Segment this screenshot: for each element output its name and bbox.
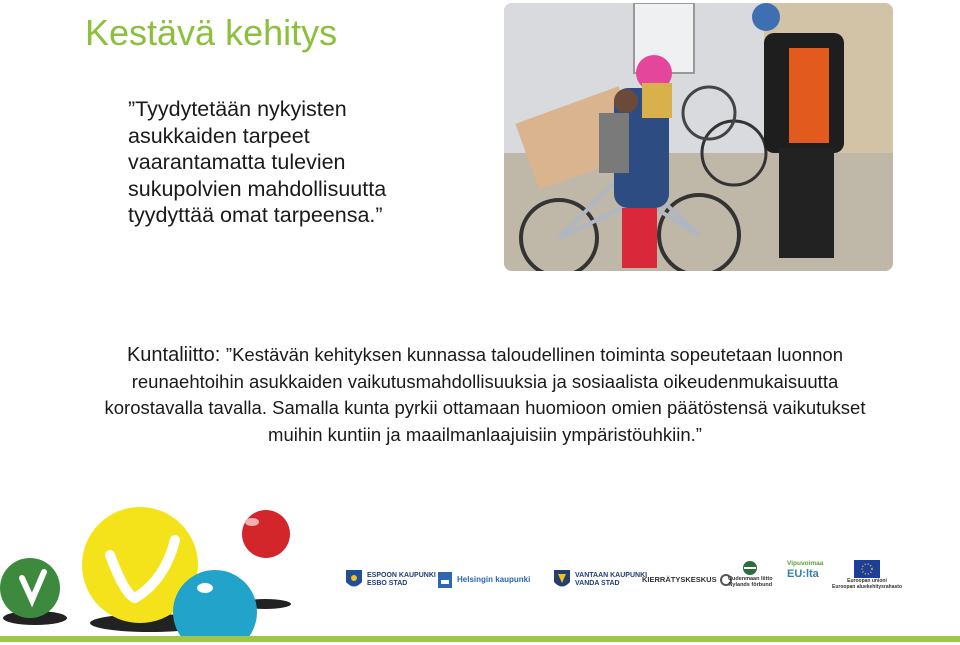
definition-source: Kuntaliitto: bbox=[126, 344, 226, 366]
vantaa-line: VANTAAN KAUPUNKI bbox=[575, 572, 648, 579]
quote-line: asukkaiden tarpeet bbox=[128, 123, 310, 148]
vantaa-shield-icon bbox=[553, 569, 571, 591]
green-ball-icon bbox=[0, 558, 60, 618]
slide-title: Kestävä kehitys bbox=[85, 12, 338, 53]
quote-line: vaarantamatta tulevien bbox=[128, 150, 346, 174]
footer-bar bbox=[0, 636, 960, 642]
espoo-shield-icon bbox=[345, 569, 363, 591]
vipuvoimaa-line: EU:lta bbox=[787, 568, 819, 580]
uusimaa-line: Uudenmaan liitto bbox=[728, 576, 773, 582]
vipuvoimaa-logo bbox=[787, 560, 823, 600]
eu-logo bbox=[832, 560, 902, 600]
decorative-balls bbox=[0, 500, 320, 640]
vipuvoimaa-line: Vipuvoimaa bbox=[787, 560, 824, 567]
helsinki-crest-icon bbox=[437, 571, 453, 589]
partner-logos bbox=[340, 560, 920, 604]
bicycle-repair-photo bbox=[504, 3, 893, 271]
espoo-logo bbox=[345, 560, 436, 600]
eu-line: Euroopan aluekehitysrahasto bbox=[832, 584, 903, 590]
kierratyskeskus-text: KIERRÄTYSKESKUS bbox=[642, 575, 717, 584]
quote-line: sukupolvien mahdollisuutta bbox=[128, 176, 387, 201]
uusimaa-globe-icon bbox=[739, 560, 761, 576]
quote-line: tyydyttää omat tarpeensa.” bbox=[128, 203, 383, 227]
definition-body: ”Kestävän kehityksen kunnassa taloudellinen toiminta sopeutetaan luonnon reunaehtoihin asukkaiden vaikutusmahdollisuuksia ja sosiaalista oikeudenmukaisuutta korostavalla tavalla. Samalla kunta pyrkii ottamaan huomioon omien päätöstensä vaikutukset muihin kuntiin ja maailmanlaajuisiin ympäristöuhkiin.” bbox=[104, 344, 866, 445]
espoo-line: ESPOON KAUPUNKI bbox=[367, 572, 436, 579]
vantaa-logo bbox=[553, 560, 647, 600]
eu-flag-icon bbox=[854, 560, 880, 578]
kierratyskeskus-logo bbox=[642, 560, 733, 600]
definition-quote bbox=[128, 96, 458, 229]
helsinki-text: Helsingin kaupunki bbox=[457, 575, 531, 584]
helsinki-logo bbox=[437, 560, 530, 600]
eu-line: Euroopan unioni bbox=[847, 578, 887, 584]
definition-text bbox=[100, 342, 870, 448]
red-ball-icon bbox=[242, 510, 290, 558]
uusimaa-logo bbox=[728, 560, 773, 600]
uusimaa-line: Nylands förbund bbox=[728, 582, 773, 588]
espoo-line: ESBO STAD bbox=[367, 580, 408, 587]
quote-line: ”Tyydytetään nykyisten bbox=[128, 97, 347, 121]
vantaa-line: VANDA STAD bbox=[575, 580, 620, 587]
